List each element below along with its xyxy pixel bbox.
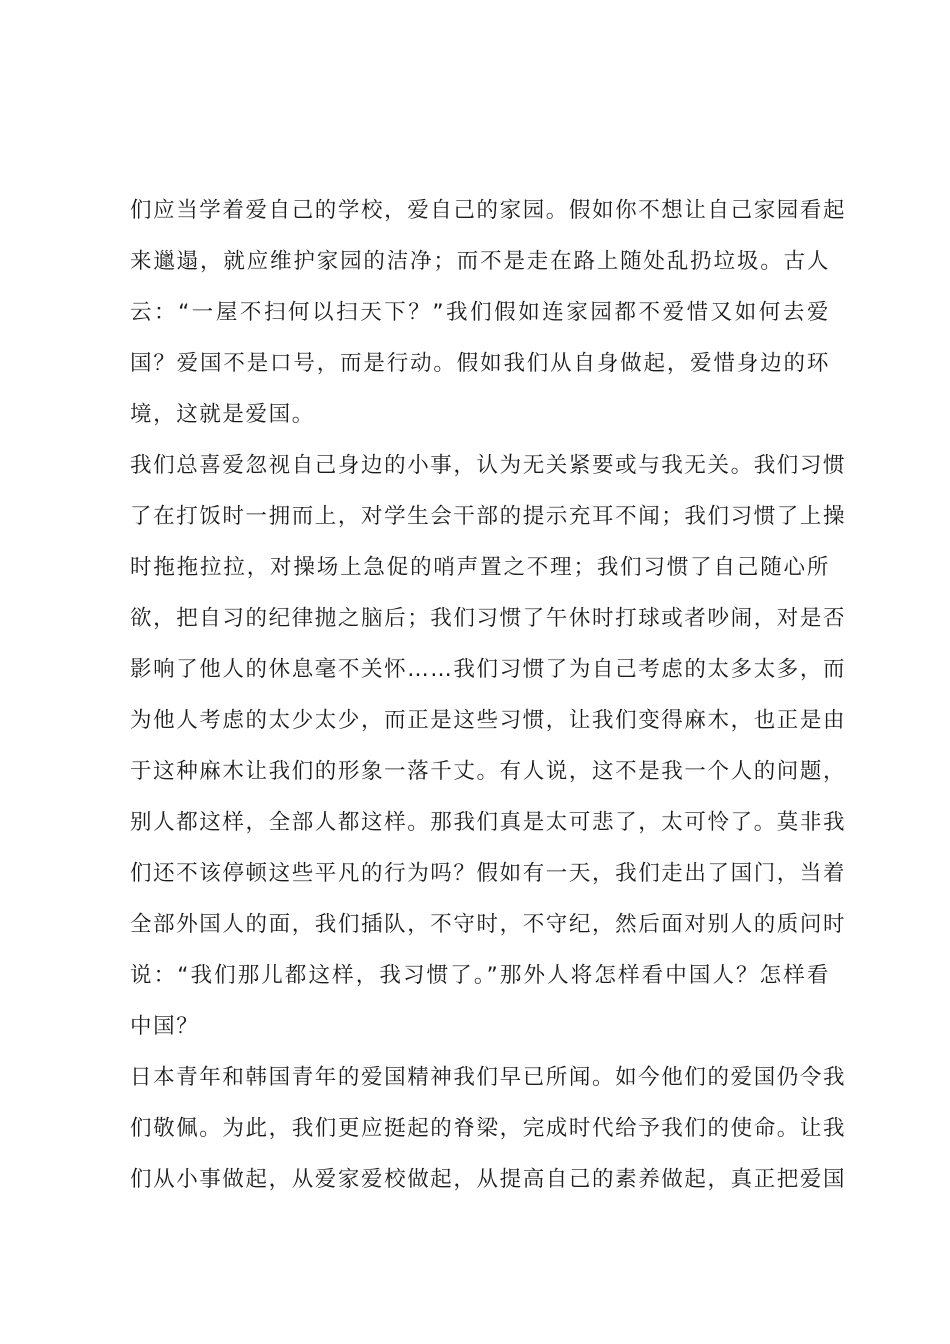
body-text	[130, 185, 847, 1205]
text-line: 全部外国人的面，我们插队，不守时，不守纪，然后面对别人的质问时	[130, 912, 847, 937]
text-line: 们应当学着爱自己的学校，爱自己的家园。假如你不想让自己家园看起	[130, 198, 847, 223]
text-line: 我们总喜爱忽视自己身边的小事，认为无关紧要或与我无关。我们习惯	[130, 453, 847, 478]
text-line: 时拖拖拉拉，对操场上急促的哨声置之不理；我们习惯了自己随心所	[130, 555, 830, 580]
text-line: 境，这就是爱国。	[130, 402, 315, 427]
text-line: 们从小事做起，从爱家爱校做起，从提高自己的素养做起，真正把爱国	[130, 1167, 847, 1192]
text-line: 说：“我们那儿都这样，我习惯了。”那外人将怎样看中国人？怎样看	[130, 963, 830, 988]
text-line: 国？爱国不是口号，而是行动。假如我们从自身做起，爱惜身边的环	[130, 351, 830, 376]
text-line: 中国？	[130, 1014, 200, 1039]
text-line: 云：“一屋不扫何以扫天下？”我们假如连家园都不爱惜又如何去爱	[130, 300, 830, 325]
text-line: 于这种麻木让我们的形象一落千丈。有人说，这不是我一个人的问题，	[130, 759, 847, 784]
text-line: 了在打饭时一拥而上，对学生会干部的提示充耳不闻；我们习惯了上操	[130, 504, 847, 529]
text-line: 为他人考虑的太少太少，而正是这些习惯，让我们变得麻木，也正是由	[130, 708, 847, 733]
text-line: 欲，把自习的纪律抛之脑后；我们习惯了午休时打球或者吵闹，对是否	[130, 606, 847, 631]
text-line: 们敬佩。为此，我们更应挺起的脊梁，完成时代给予我们的使命。让我	[130, 1116, 847, 1141]
text-line: 影响了他人的休息毫不关怀……我们习惯了为自己考虑的太多太多，而	[130, 657, 847, 682]
text-line: 别人都这样，全部人都这样。那我们真是太可悲了，太可怜了。莫非我	[130, 810, 847, 835]
text-line: 们还不该停顿这些平凡的行为吗？假如有一天，我们走出了国门，当着	[130, 861, 847, 886]
text-line: 来邋遢，就应维护家园的洁净；而不是走在路上随处乱扔垃圾。古人	[130, 249, 830, 274]
text-line: 日本青年和韩国青年的爱国精神我们早已所闻。如今他们的爱国仍令我	[130, 1065, 847, 1090]
